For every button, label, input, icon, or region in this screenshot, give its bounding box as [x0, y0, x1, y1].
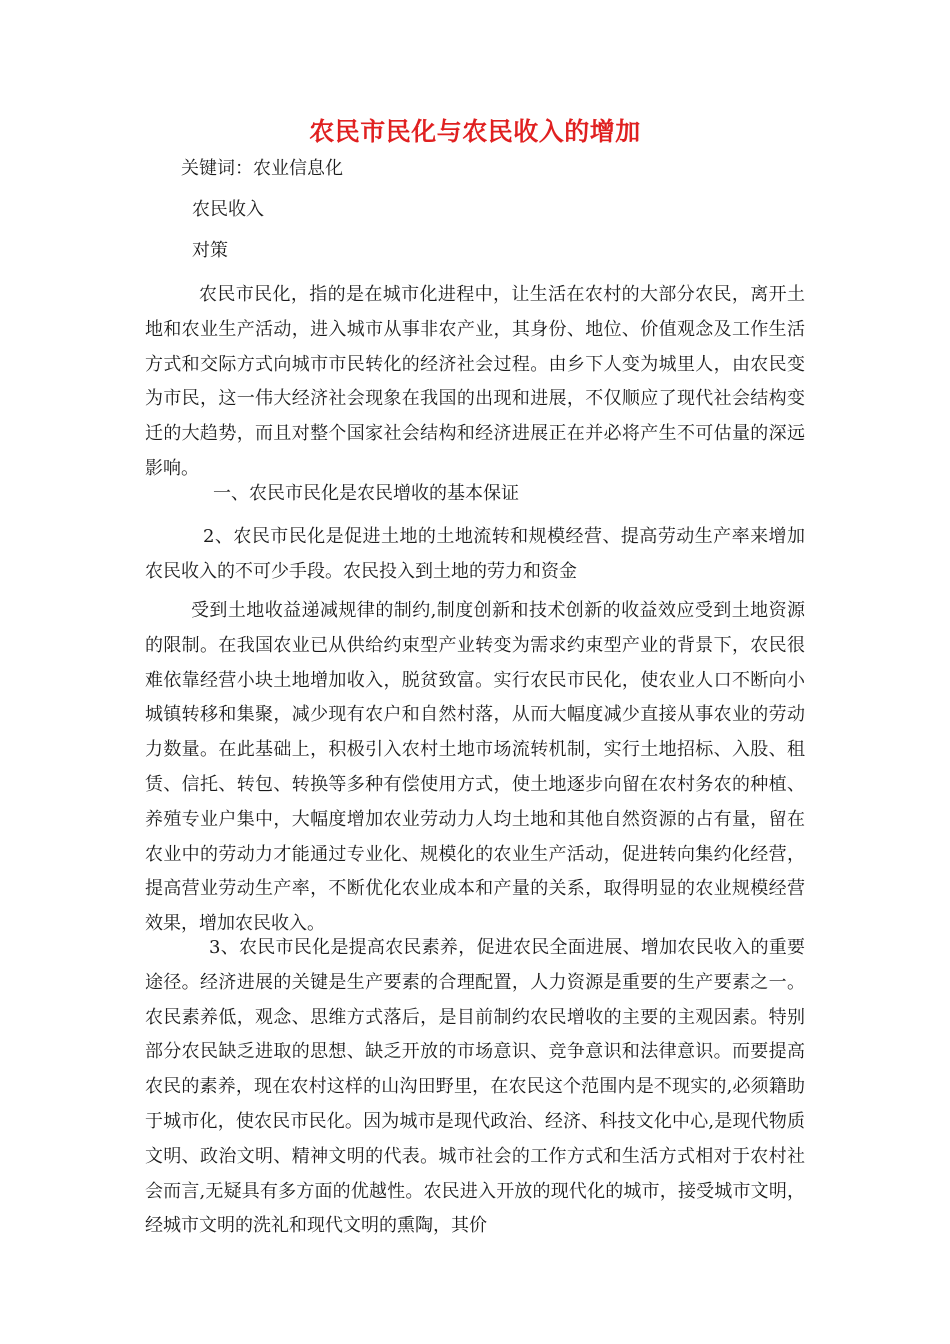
body-paragraph: 3、农民市民化是提高农民素养，促进农民全面进展、增加农民收入的重要途径。经济进展的关键是生产要素的合理配置，人力资源是重要的生产要素之一。农民素养低，观念、思维方式落后，是目前制约农民增收的主要的主观因素。特别部分农民缺乏进取的思想、缺乏开放的市场意识、竞争意识和法律意识。而要提高农民的素养，现在农村这样的山沟田野里，在农民这个范围内是不现实的,必须籍助于城市化，使农民市民化。因为城市是现代政治、经济、科技文化中心,是现代物质文明、政治文明、精神文明的代表。城市社会的工作方式和生活方式相对于农村社会而言,无疑具有多方面的优越性。农民进入开放的现代化的城市，接受城市文明，经城市文明的洗礼和现代文明的熏陶，其价	[145, 937, 805, 1237]
section-heading: 一、农民市民化是农民增收的基本保证	[213, 483, 519, 504]
document-title: 农民市民化与农民收入的增加	[309, 117, 641, 146]
keywords-line: 关键词：农业信息化	[181, 158, 343, 179]
body-paragraph: 受到土地收益递减规律的制约,制度创新和技术创新的收益效应受到土地资源的限制。在我国农业已从供给约束型产业转变为需求约束型产业的背景下，农民很难依靠经营小块土地增加收入，脱贫致富。实行农民市民化，使农业人口不断向小城镇转移和集聚，减少现有农户和自然村落，从而大幅度减少直接从事农业的劳动力数量。在此基础上，积极引入农村土地市场流转机制，实行土地招标、入股、租赁、信托、转包、转换等多种有偿使用方式，使土地逐步向留在农村务农的种植、养殖专业户集中，大幅度增加农业劳动力人均土地和其他自然资源的占有量，留在农业中的劳动力才能通过专业化、规模化的农业生产活动，促进转向集约化经营，提高营业劳动生产率，不断优化农业成本和产量的关系，取得明显的农业规模经营效果，增加农民收入。	[145, 600, 805, 935]
keyword-item: 农民收入	[192, 199, 264, 220]
body-paragraph: 2、农民市民化是促进土地的土地流转和规模经营、提高劳动生产率来增加农民收入的不可少手段。农民投入到土地的劳力和资金	[145, 526, 805, 582]
intro-paragraph: 农民市民化，指的是在城市化进程中，让生活在农村的大部分农民，离开土地和农业生产活动，进入城市从事非农产业，其身份、地位、价值观念及工作生活方式和交际方式向城市市民转化的经济社会过程。由乡下人变为城里人，由农民变为市民，这一伟大经济社会现象在我国的出现和进展，不仅顺应了现代社会结构变迁的大趋势，而且对整个国家社会结构和经济进展正在并必将产生不可估量的深远影响。	[145, 284, 805, 479]
keyword-item: 对策	[192, 240, 228, 261]
